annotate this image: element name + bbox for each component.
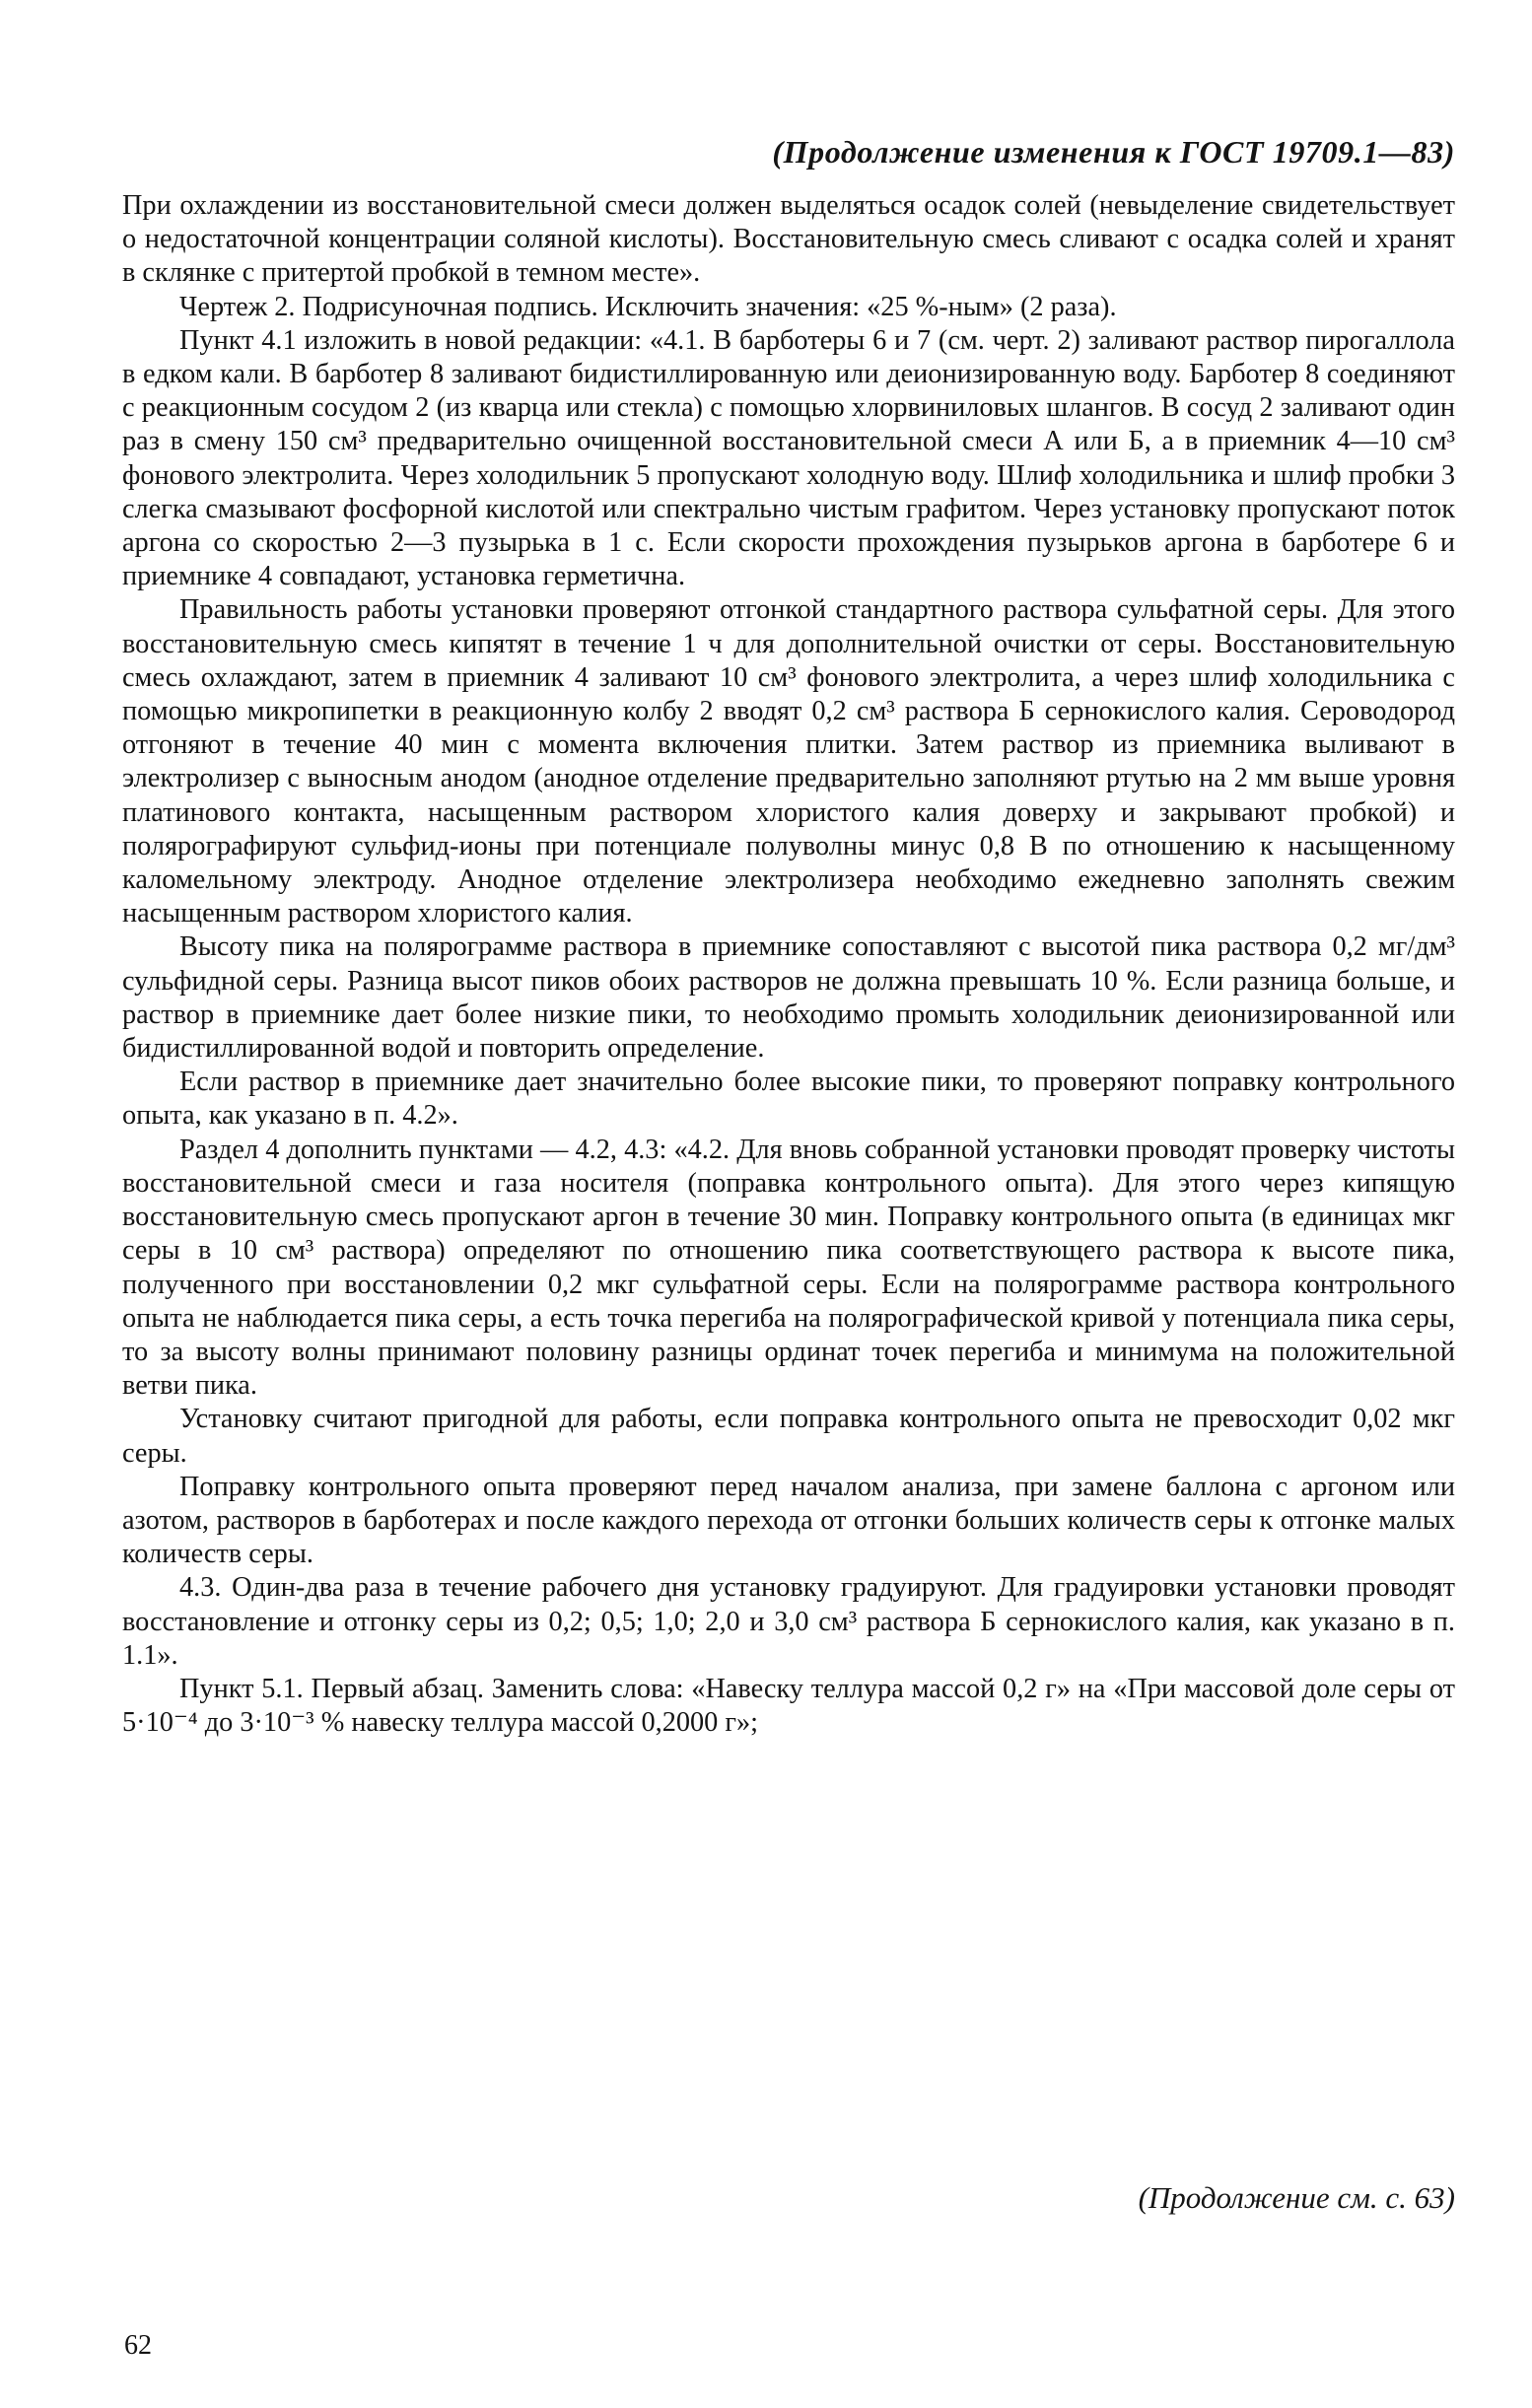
paragraph-11: Пункт 5.1. Первый абзац. Заменить слова: «Навеску теллура массой 0,2 г» на «При массовой доле серы от 5·10⁻⁴ до 3·10⁻³ % навеску теллура массой 0,2000 г»;: [122, 1673, 1455, 1739]
page-number: 62: [124, 2330, 152, 2361]
continuation-note: (Продолжение см. с. 63): [1138, 2180, 1455, 2215]
running-header: (Продолжение изменения к ГОСТ 19709.1—83): [772, 134, 1455, 170]
paragraph-8: Установку считают пригодной для работы, если поправка контрольного опыта не превосходит 0,02 мкг серы.: [122, 1404, 1455, 1469]
paragraph-1: При охлаждении из восстановительной смеси должен выделяться осадок солей (невыделение свидетельствует о недостаточной концентрации соляной кислоты). Восстановительную смесь сливают с осадка солей и хранят в склянке с притертой пробкой в темном месте».: [122, 190, 1455, 289]
paragraph-10: 4.3. Один-два раза в течение рабочего дня установку градуируют. Для градуировки установки проводят восстановление и отгонку серы из 0,2; 0,5; 1,0; 2,0 и 3,0 см³ раствора Б сернокислого калия, как указано в п. 1.1».: [122, 1572, 1455, 1671]
paragraph-3: Пункт 4.1 изложить в новой редакции: «4.1. В барботеры 6 и 7 (см. черт. 2) заливают раствор пирогаллола в едком кали. В барботер 8 заливают бидистиллированную или деионизированную воду. Барботер 8 соединяют с реакционным сосудом 2 (из кварца или стекла) с помощью хлорвиниловых шлангов. В сосуд 2 заливают один раз в смену 150 см³ предварительно очищенной восстановительной смеси А или Б, а в приемник 4—10 см³ фонового электролита. Через холодильник 5 пропускают холодную воду. Шлиф холодильника и шлиф пробки 3 слегка смазывают фосфорной кислотой или спектрально чистым графитом. Через установку пропускают поток аргона со скоростью 2—3 пузырька в 1 с. Если скорости прохождения пузырьков аргона в барботере 6 и приемнике 4 совпадают, установка герметична.: [122, 324, 1455, 592]
paragraph-6: Если раствор в приемнике дает значительно более высокие пики, то проверяют поправку контрольного опыта, как указано в п. 4.2».: [122, 1066, 1455, 1132]
paragraph-5: Высоту пика на полярограмме раствора в приемнике сопоставляют с высотой пика раствора 0,2 мг/дм³ сульфидной серы. Разница высот пиков обоих растворов не должна превышать 10 %. Если разница больше, и раствор в приемнике дает более низкие пики, то необходимо промыть холодильник деионизированной или бидистиллированной водой и повторить определение.: [122, 931, 1455, 1065]
paragraph-4: Правильность работы установки проверяют отгонкой стандартного раствора сульфатной серы. Для этого восстановительную смесь кипятят в течение 1 ч для дополнительной очистки от серы. Восстановительную смесь охлаждают, затем в приемник 4 заливают 10 см³ фонового электролита, а через шлиф холодильника с помощью микропипетки в реакционную колбу 2 вводят 0,2 см³ раствора Б сернокислого калия. Сероводород отгоняют в течение 40 мин с момента включения плитки. Затем раствор из приемника выливают в электролизер с выносным анодом (анодное отделение предварительно заполняют ртутью на 2 мм выше уровня платинового контакта, насыщенным раствором хлористого калия доверху и закрывают пробкой) и полярографируют сульфид-ионы при потенциале полуволны минус 0,8 В по отношению к насыщенному каломельному электроду. Анодное отделение электролизера необходимо ежедневно заполнять свежим насыщенным раствором хлористого калия.: [122, 594, 1455, 929]
paragraph-7: Раздел 4 дополнить пунктами — 4.2, 4.3: «4.2. Для вновь собранной установки проводят проверку чистоты восстановительной смеси и газа носителя (поправка контрольного опыта). Для этого через кипящую восстановительную смесь пропускают аргон в течение 30 мин. Поправку контрольного опыта (в единицах мкг серы в 10 см³ раствора) определяют по отношению пика соответствующего раствора к высоте пика, полученного при восстановлении 0,2 мкг сульфатной серы. Если на полярограмме раствора контрольного опыта не наблюдается пика серы, а есть точка перегиба на полярографической кривой у потенциала пика серы, то за высоту волны принимают половину разницы ординат точек перегиба и минимума на положительной ветви пика.: [122, 1134, 1455, 1402]
paragraph-2: Чертеж 2. Подрисуночная подпись. Исключить значения: «25 %-ным» (2 раза).: [179, 291, 1117, 322]
document-body: [122, 189, 1455, 1740]
paragraph-9: Поправку контрольного опыта проверяют перед началом анализа, при замене баллона с аргоном или азотом, растворов в барботерах и после каждого перехода от отгонки больших количеств серы к отгонке малых количеств серы.: [122, 1471, 1455, 1570]
